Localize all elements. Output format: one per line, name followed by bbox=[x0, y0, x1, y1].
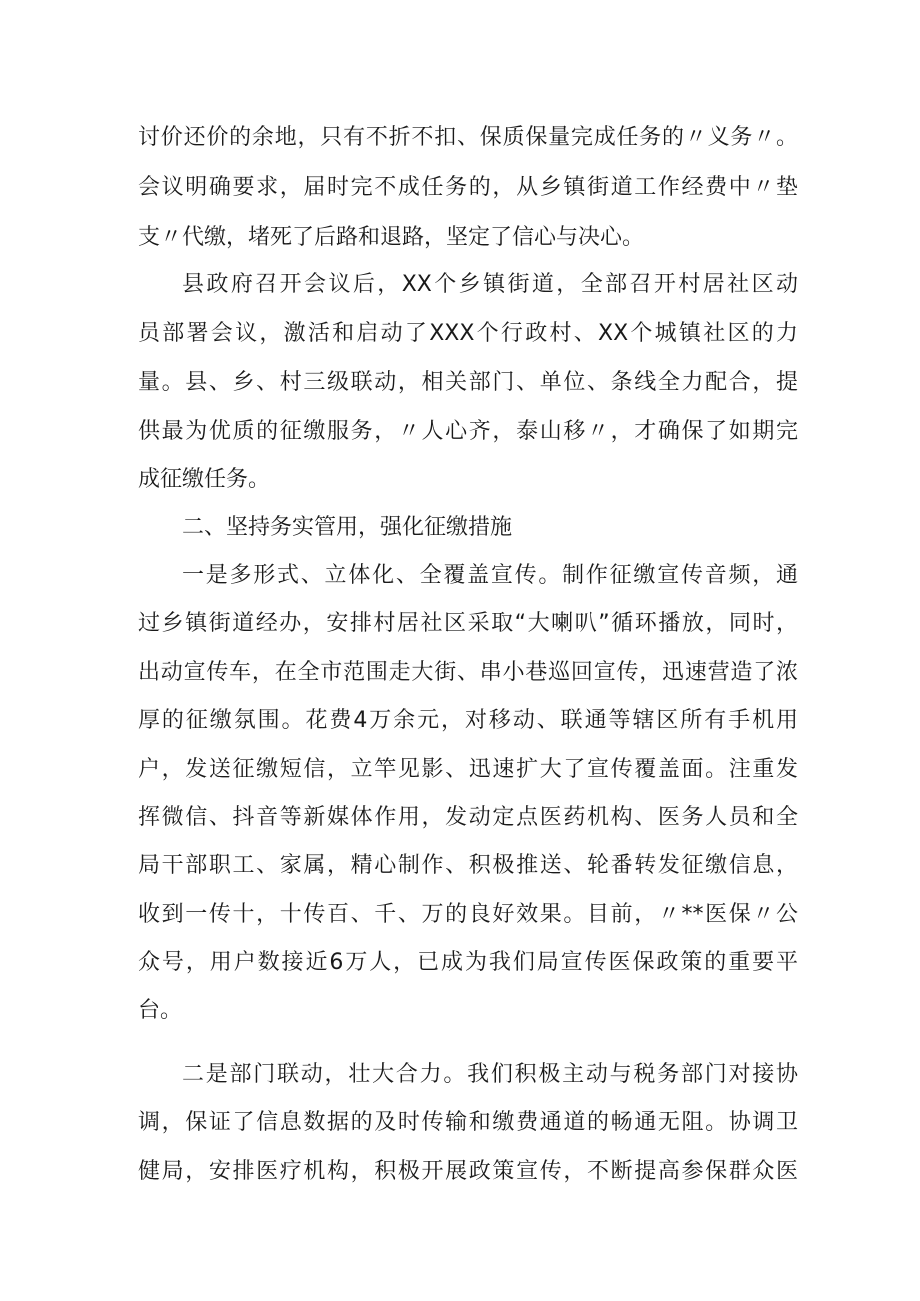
text-line: 挥微信、抖音等新媒体作用，发动定点医药机构、医务人员和全 bbox=[138, 805, 798, 830]
text-line: 员部署会议，激活和启动了XXX个行政村、XX个城镇社区的力 bbox=[138, 321, 798, 346]
text-line: 台。 bbox=[138, 998, 183, 1023]
text-line: 出动宣传车，在全市范围走大街、串小巷巡回宣传，迅速营造了浓 bbox=[138, 660, 798, 685]
text-line: 调，保证了信息数据的及时传输和缴费通道的畅通无阻。协调卫 bbox=[138, 1110, 798, 1135]
text-line: 局干部职工、家属，精心制作、积极推送、轮番转发征缴信息， bbox=[138, 853, 798, 878]
text-line: 厚的征缴氛围。花费4万余元，对移动、联通等辖区所有手机用 bbox=[138, 708, 798, 733]
text-line: 户，发送征缴短信，立竿见影、迅速扩大了宣传覆盖面。注重发 bbox=[138, 757, 798, 782]
text-line: 二是部门联动，壮大合力。我们积极主动与税务部门对接协 bbox=[182, 1062, 798, 1087]
text-line: 县政府召开会议后，XX个乡镇街道，全部召开村居社区动 bbox=[182, 272, 798, 297]
text-line: 会议明确要求，届时完不成任务的，从乡镇街道工作经费中〃垫 bbox=[138, 175, 798, 200]
text-line: 健局，安排医疗机构，积极开展政策宣传，不断提高参保群众医 bbox=[138, 1159, 798, 1184]
text-line: 供最为优质的征缴服务，〃人心齐，泰山移〃，才确保了如期完 bbox=[138, 419, 798, 444]
text-line: 众号，用户数接近6万人，已成为我们局宣传医保政策的重要平 bbox=[138, 950, 798, 975]
text-line: 成征缴任务。 bbox=[138, 467, 271, 492]
text-line: 过乡镇街道经办，安排村居社区采取“大喇叭”循环播放，同时， bbox=[138, 611, 798, 636]
text-line: 一是多形式、立体化、全覆盖宣传。制作征缴宣传音频，通 bbox=[182, 563, 798, 588]
text-line: 支〃代缴，堵死了后路和退路，坚定了信心与决心。 bbox=[138, 225, 645, 250]
text-line: 量。县、乡、村三级联动，相关部门、单位、条线全力配合，提 bbox=[138, 370, 798, 395]
text-line: 讨价还价的余地，只有不折不扣、保质保量完成任务的〃义务〃。 bbox=[138, 125, 798, 150]
text-line: 收到一传十，十传百、千、万的良好效果。目前，〃**医保〃公 bbox=[138, 902, 798, 927]
section-heading: 二、坚持务实管用，强化征缴措施 bbox=[182, 515, 513, 540]
